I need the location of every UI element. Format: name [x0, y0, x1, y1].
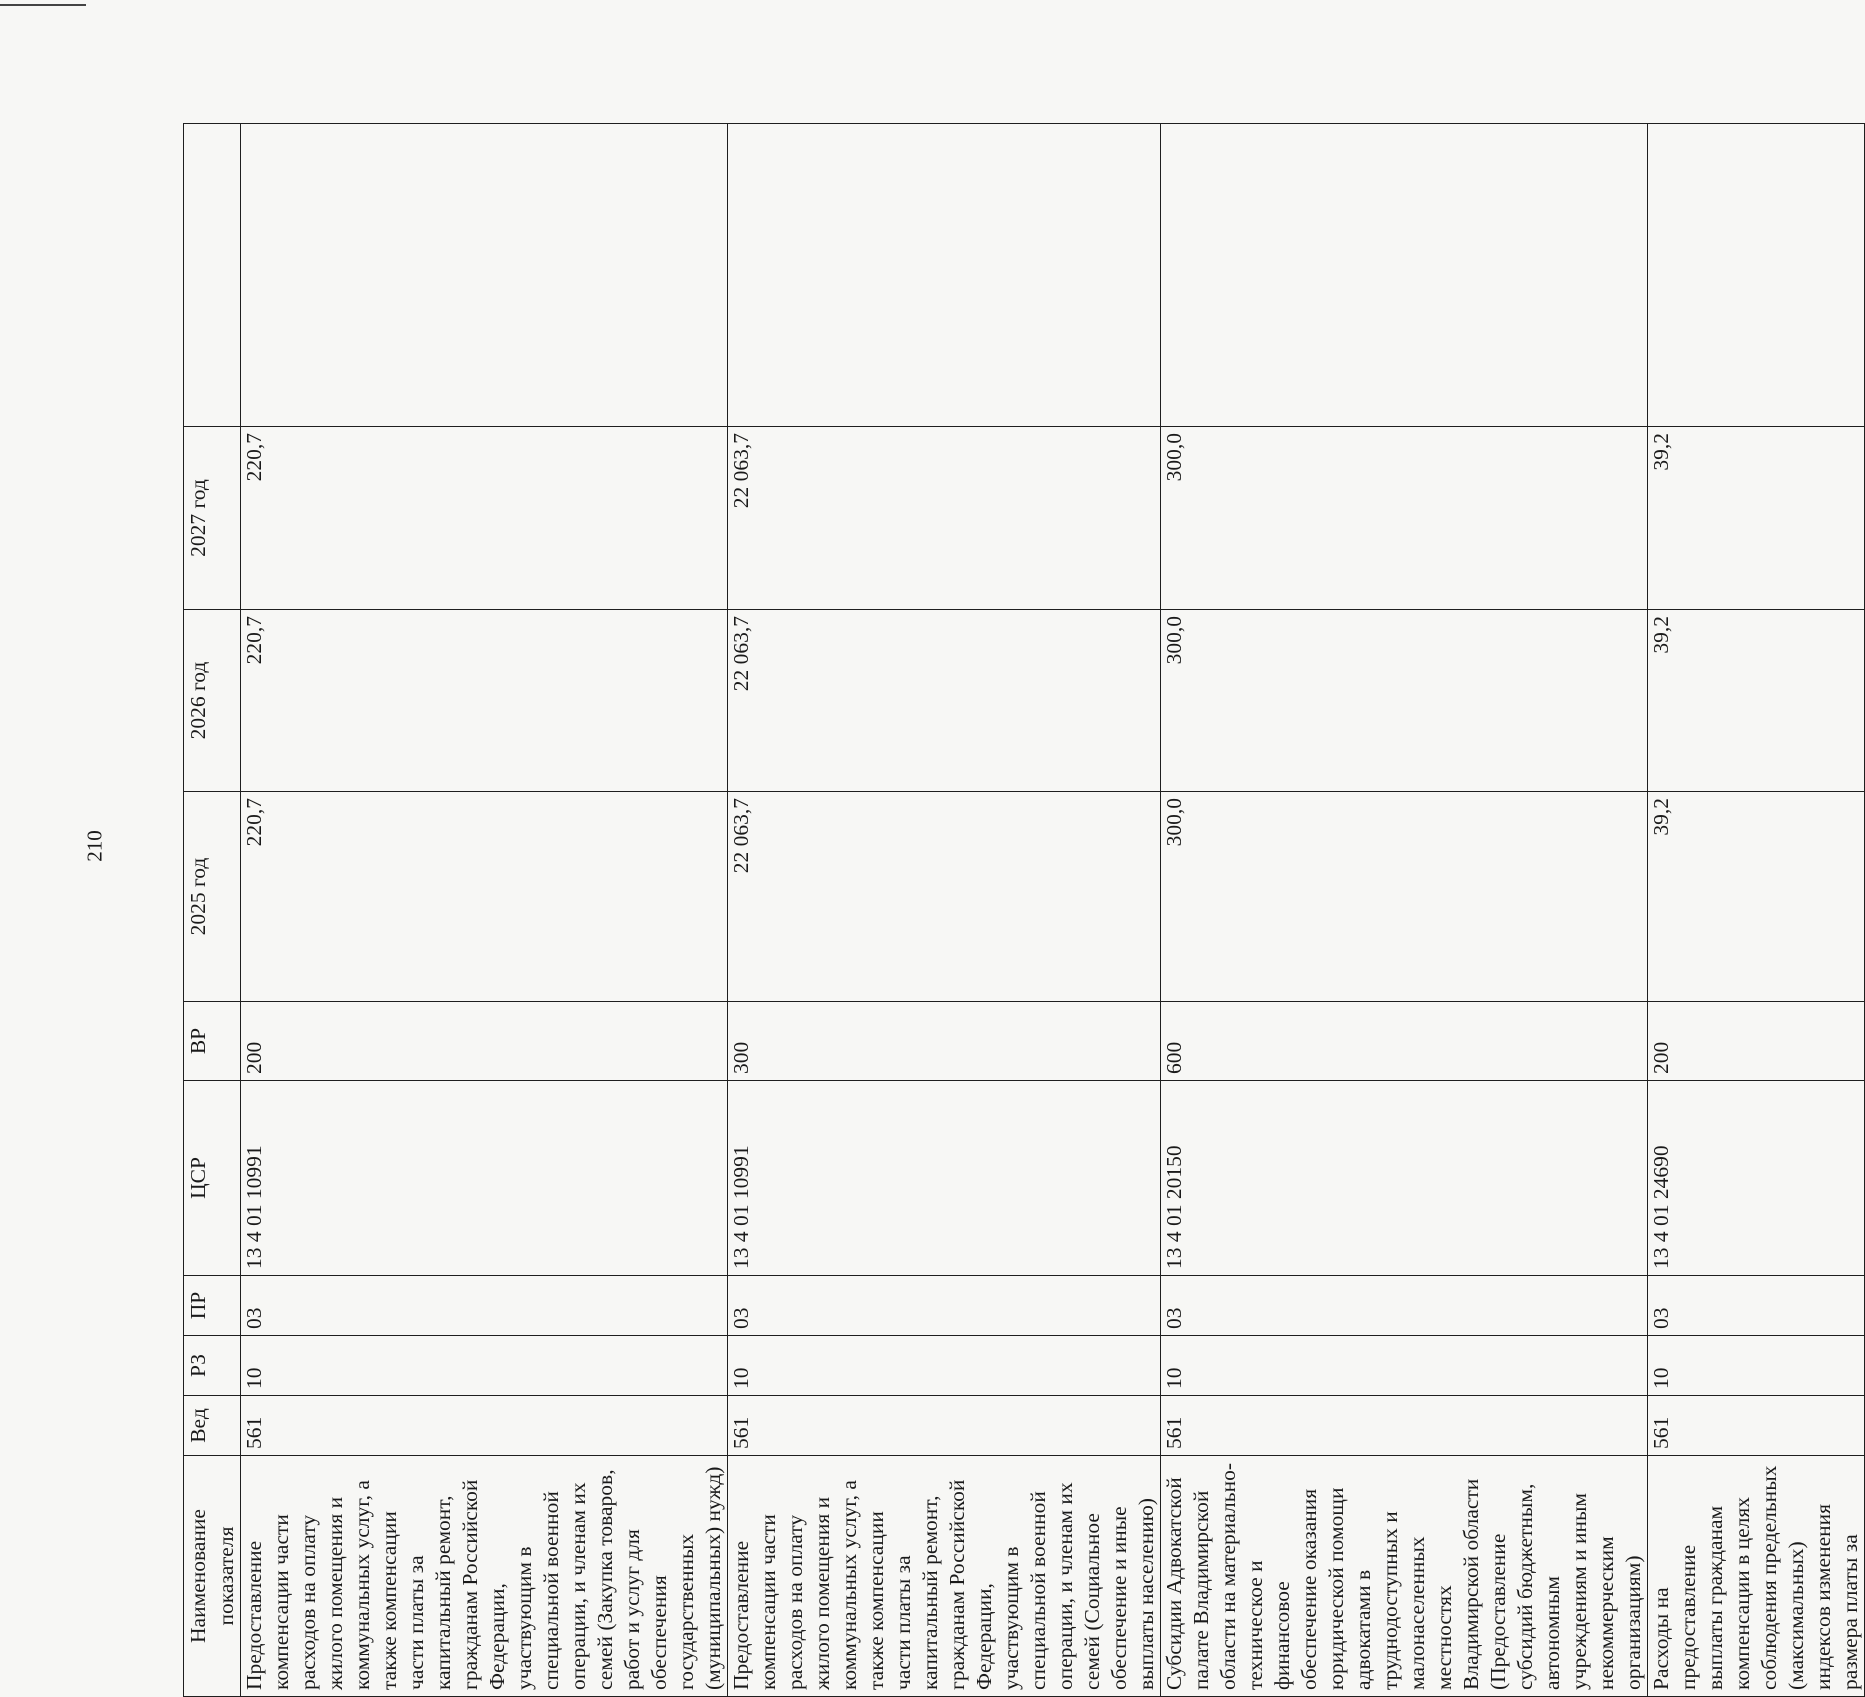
cell-spacer	[1648, 124, 1865, 427]
rotated-table-region	[183, 124, 1862, 1697]
cell-csr: 13 4 01 20150	[1161, 1081, 1648, 1276]
header-name: Наименование показателя	[184, 1456, 241, 1697]
cell-vr: 200	[241, 1002, 728, 1081]
cell-2025: 220,7	[241, 792, 728, 1002]
header-csr: ЦСР	[184, 1081, 241, 1276]
cell-csr: 13 4 01 10991	[728, 1081, 1161, 1276]
header-2026: 2026 год	[184, 610, 241, 792]
cell-name: Предоставление компенсации части расходов на оплату жилого помещения и коммунальных услуг, а также компенсации части платы за капитальный ремонт, гражданам Российской Федерации, участвующим в специальной военной операции, и членам их семей (Социальное обеспечение и иные выплаты населению)	[728, 1456, 1161, 1697]
cell-ved: 561	[241, 1396, 728, 1456]
cell-vr: 600	[1161, 1002, 1648, 1081]
cell-2025: 300,0	[1161, 792, 1648, 1002]
header-pr: ПР	[184, 1276, 241, 1336]
cell-spacer	[241, 124, 728, 427]
cell-pr: 03	[1161, 1276, 1648, 1336]
cell-pr: 03	[241, 1276, 728, 1336]
cell-ved: 561	[1161, 1396, 1648, 1456]
cell-name: Предоставление компенсации части расходов на оплату жилого помещения и коммунальных услуг, а также компенсации части платы за капитальный ремонт, гражданам Российской Федерации, участвующим в специальной военной операции, и членам их семей (Закупка товаров, работ и услуг для обеспечения государственных (муниципальных) нужд)	[241, 1456, 728, 1697]
cell-2027: 22 063,7	[728, 427, 1161, 610]
header-spacer	[184, 124, 241, 427]
cell-spacer	[728, 124, 1161, 427]
header-2027: 2027 год	[184, 427, 241, 610]
cell-2026: 22 063,7	[728, 610, 1161, 792]
table-row	[1648, 124, 1865, 1697]
header-vr: ВР	[184, 1002, 241, 1081]
cell-rz: 10	[728, 1336, 1161, 1396]
cell-rz: 10	[1161, 1336, 1648, 1396]
cell-2026: 39,2	[1648, 610, 1865, 792]
header-ved: Вед	[184, 1396, 241, 1456]
table-row	[728, 124, 1161, 1697]
cell-pr: 03	[728, 1276, 1161, 1336]
cell-pr: 03	[1648, 1276, 1865, 1336]
scan-edge-line	[0, 4, 86, 6]
cell-2027: 300,0	[1161, 427, 1648, 610]
cell-name: Расходы на предоставление выплаты гражданам компенсации в целях соблюдения предельных (максимальных) индексов изменения размера платы за	[1648, 1456, 1865, 1697]
cell-vr: 200	[1648, 1002, 1865, 1081]
cell-ved: 561	[1648, 1396, 1865, 1456]
cell-csr: 13 4 01 10991	[241, 1081, 728, 1276]
cell-spacer	[1161, 124, 1648, 427]
cell-2027: 39,2	[1648, 427, 1865, 610]
header-row	[184, 124, 241, 1697]
cell-2026: 300,0	[1161, 610, 1648, 792]
table-row	[1161, 124, 1648, 1697]
cell-2025: 22 063,7	[728, 792, 1161, 1002]
budget-table	[183, 123, 1865, 1697]
page-number: 210	[82, 830, 107, 862]
cell-rz: 10	[1648, 1336, 1865, 1396]
cell-2025: 39,2	[1648, 792, 1865, 1002]
cell-name: Субсидии Адвокатской палате Владимирской области на материально-техническое и финансовое обеспечение оказания юридической помощи адвокатами в труднодоступных и малонаселенных местностях Владимирской области (Предоставление субсидий бюджетным, автономным учреждениям и иным некоммерческим организациям)	[1161, 1456, 1648, 1697]
cell-rz: 10	[241, 1336, 728, 1396]
cell-ved: 561	[728, 1396, 1161, 1456]
cell-2026: 220,7	[241, 610, 728, 792]
header-2025: 2025 год	[184, 792, 241, 1002]
cell-2027: 220,7	[241, 427, 728, 610]
header-rz: РЗ	[184, 1336, 241, 1396]
cell-vr: 300	[728, 1002, 1161, 1081]
cell-csr: 13 4 01 24690	[1648, 1081, 1865, 1276]
table-row	[241, 124, 728, 1697]
